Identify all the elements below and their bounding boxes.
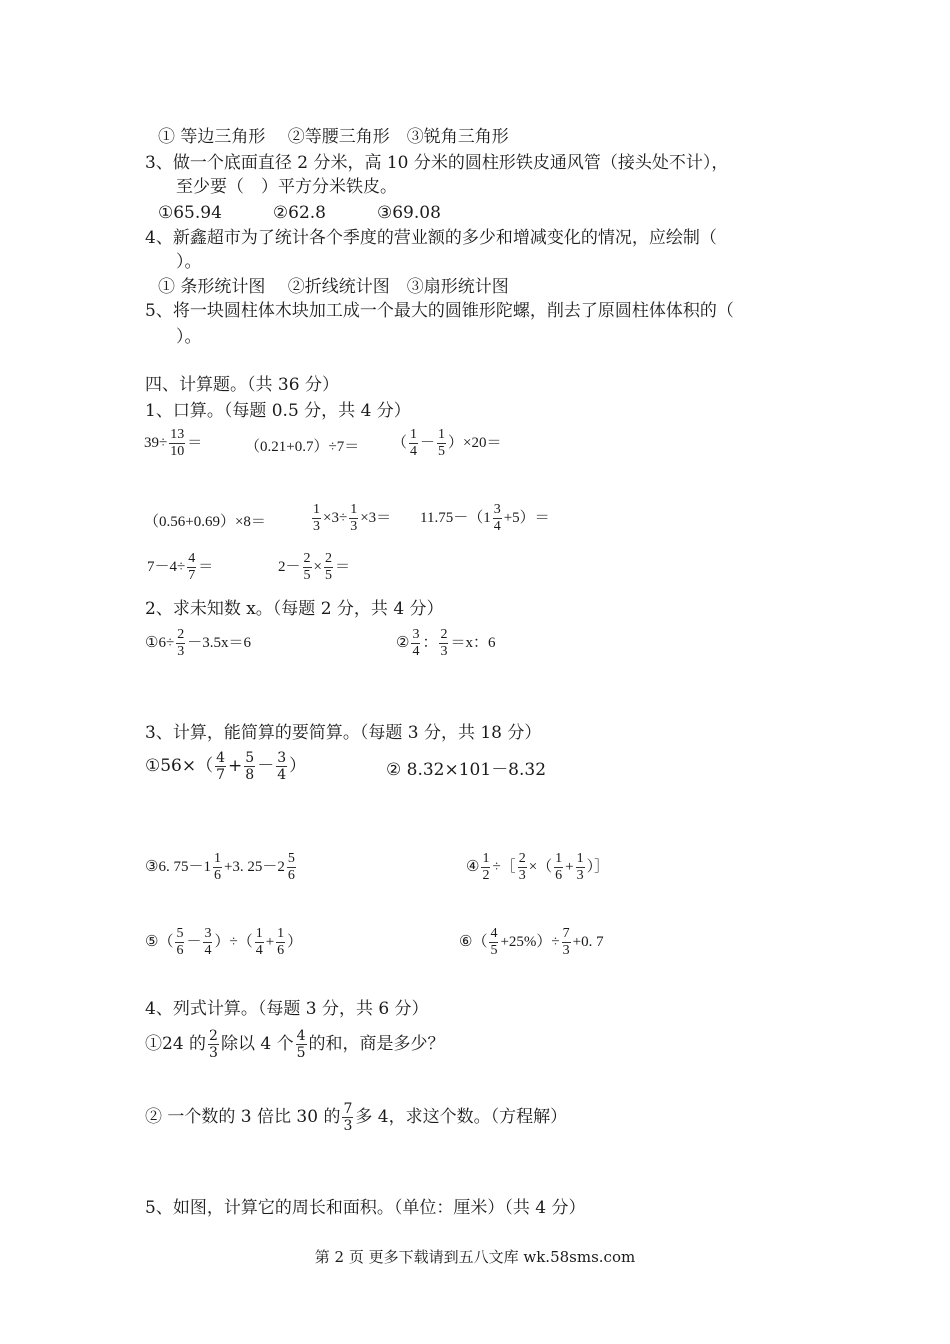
oral-calc-7: 7－4÷ $\frac{4}{7}$ ＝ [147,551,214,583]
page-footer: 第 2 页 更多下载请到五八文库 wk.58sms.com [314,1248,636,1266]
question-4-line1: 4、新鑫超市为了统计各个季度的营业额的多少和增减变化的情况，应绘制（ [145,228,717,248]
oral-calc-6: 11.75－（1 $\frac{3}{4}$ +5）＝ [420,502,550,534]
calc-5: ⑤（ $\frac{5}{6}$ － $\frac{3}{4}$ ）÷（ $\frac{1}{4}$ + $\frac{1}{6}$ ） [145,926,303,958]
question-5-line2: ）。 [176,327,202,347]
question-4-options: ① 条形统计图 ②折线统计图 ③扇形统计图 [158,277,509,297]
question-3-line2: 至少要（ ）平方分米铁皮。 [176,177,397,197]
part-4-title: 4、列式计算。（每题 3 分，共 6 分） [145,999,429,1019]
part-5-title: 5、如图，计算它的周长和面积。（单位：厘米）（共 4 分） [145,1198,586,1218]
equation-2: ② $\frac{3}{4}$ ： $\frac{2}{3}$ ＝x：6 [396,627,496,659]
choice-options-q2: ① 等边三角形 ②等腰三角形 ③锐角三角形 [158,127,509,147]
part-1-title: 1、口算。（每题 0.5 分，共 4 分） [145,401,411,421]
oral-calc-2: （0.21+0.7）÷7＝ [245,439,360,455]
part-3-title: 3、计算，能简算的要简算。（每题 3 分，共 18 分） [145,723,542,743]
oral-calc-8: 2－ $\frac{2}{5}$ × $\frac{2}{5}$ ＝ [278,551,350,583]
equation-1: ①6÷ $\frac{2}{3}$ －3.5x＝6 [145,627,251,659]
calc-3: ③6. 75－1 $\frac{1}{6}$ +3. 25－2 $\frac{5}{6}$ [145,851,295,883]
calc-1: ①56×（ $\frac{4}{7}$ + $\frac{5}{8}$ － $\frac{3}{4}$ ） [145,750,307,783]
fraction: $\frac{13}{10}$ [170,427,185,459]
part-2-title: 2、求未知数 x。（每题 2 分，共 4 分） [145,599,444,619]
question-5-line1: 5、将一块圆柱体木块加工成一个最大的圆锥形陀螺，削去了原圆柱体体积的（ [145,301,734,321]
oral-calc-3: （ $\frac{1}{4}$ － $\frac{1}{5}$ ）×20＝ [392,427,502,459]
calc-4: ④ $\frac{1}{2}$ ÷［ $\frac{2}{3}$ ×（ $\frac{1}{6}$ + $\frac{1}{3}$ ）］ [466,851,610,883]
word-problem-2: ② 一个数的 3 倍比 30 的 $\frac{7}{3}$ 多 4，求这个数。（方程解） [145,1101,568,1134]
question-3-line1: 3、做一个底面直径 2 分米，高 10 分米的圆柱形铁皮通风管（接头处不计）， [145,153,729,173]
oral-calc-4: （0.56+0.69）×8＝ [144,514,266,530]
oral-calc-1: 39÷ $\frac{13}{10}$ ＝ [144,427,203,459]
oral-calc-5: $\frac{1}{3}$ ×3÷ $\frac{1}{3}$ ×3＝ [313,502,392,534]
question-3-options: ①65.94 ②62.8 ③69.08 [158,203,441,223]
question-4-line2: ）。 [176,252,202,272]
section-4-title: 四、计算题。（共 36 分） [145,375,339,395]
calc-2: ② 8.32×101－8.32 [386,760,547,780]
calc-6: ⑥（ $\frac{4}{5}$ +25%）÷ $\frac{7}{3}$ +0. 7 [459,926,604,958]
word-problem-1: ①24 的 $\frac{2}{3}$ 除以 4 个 $\frac{4}{5}$ 的和，商是多少？ [145,1028,445,1061]
